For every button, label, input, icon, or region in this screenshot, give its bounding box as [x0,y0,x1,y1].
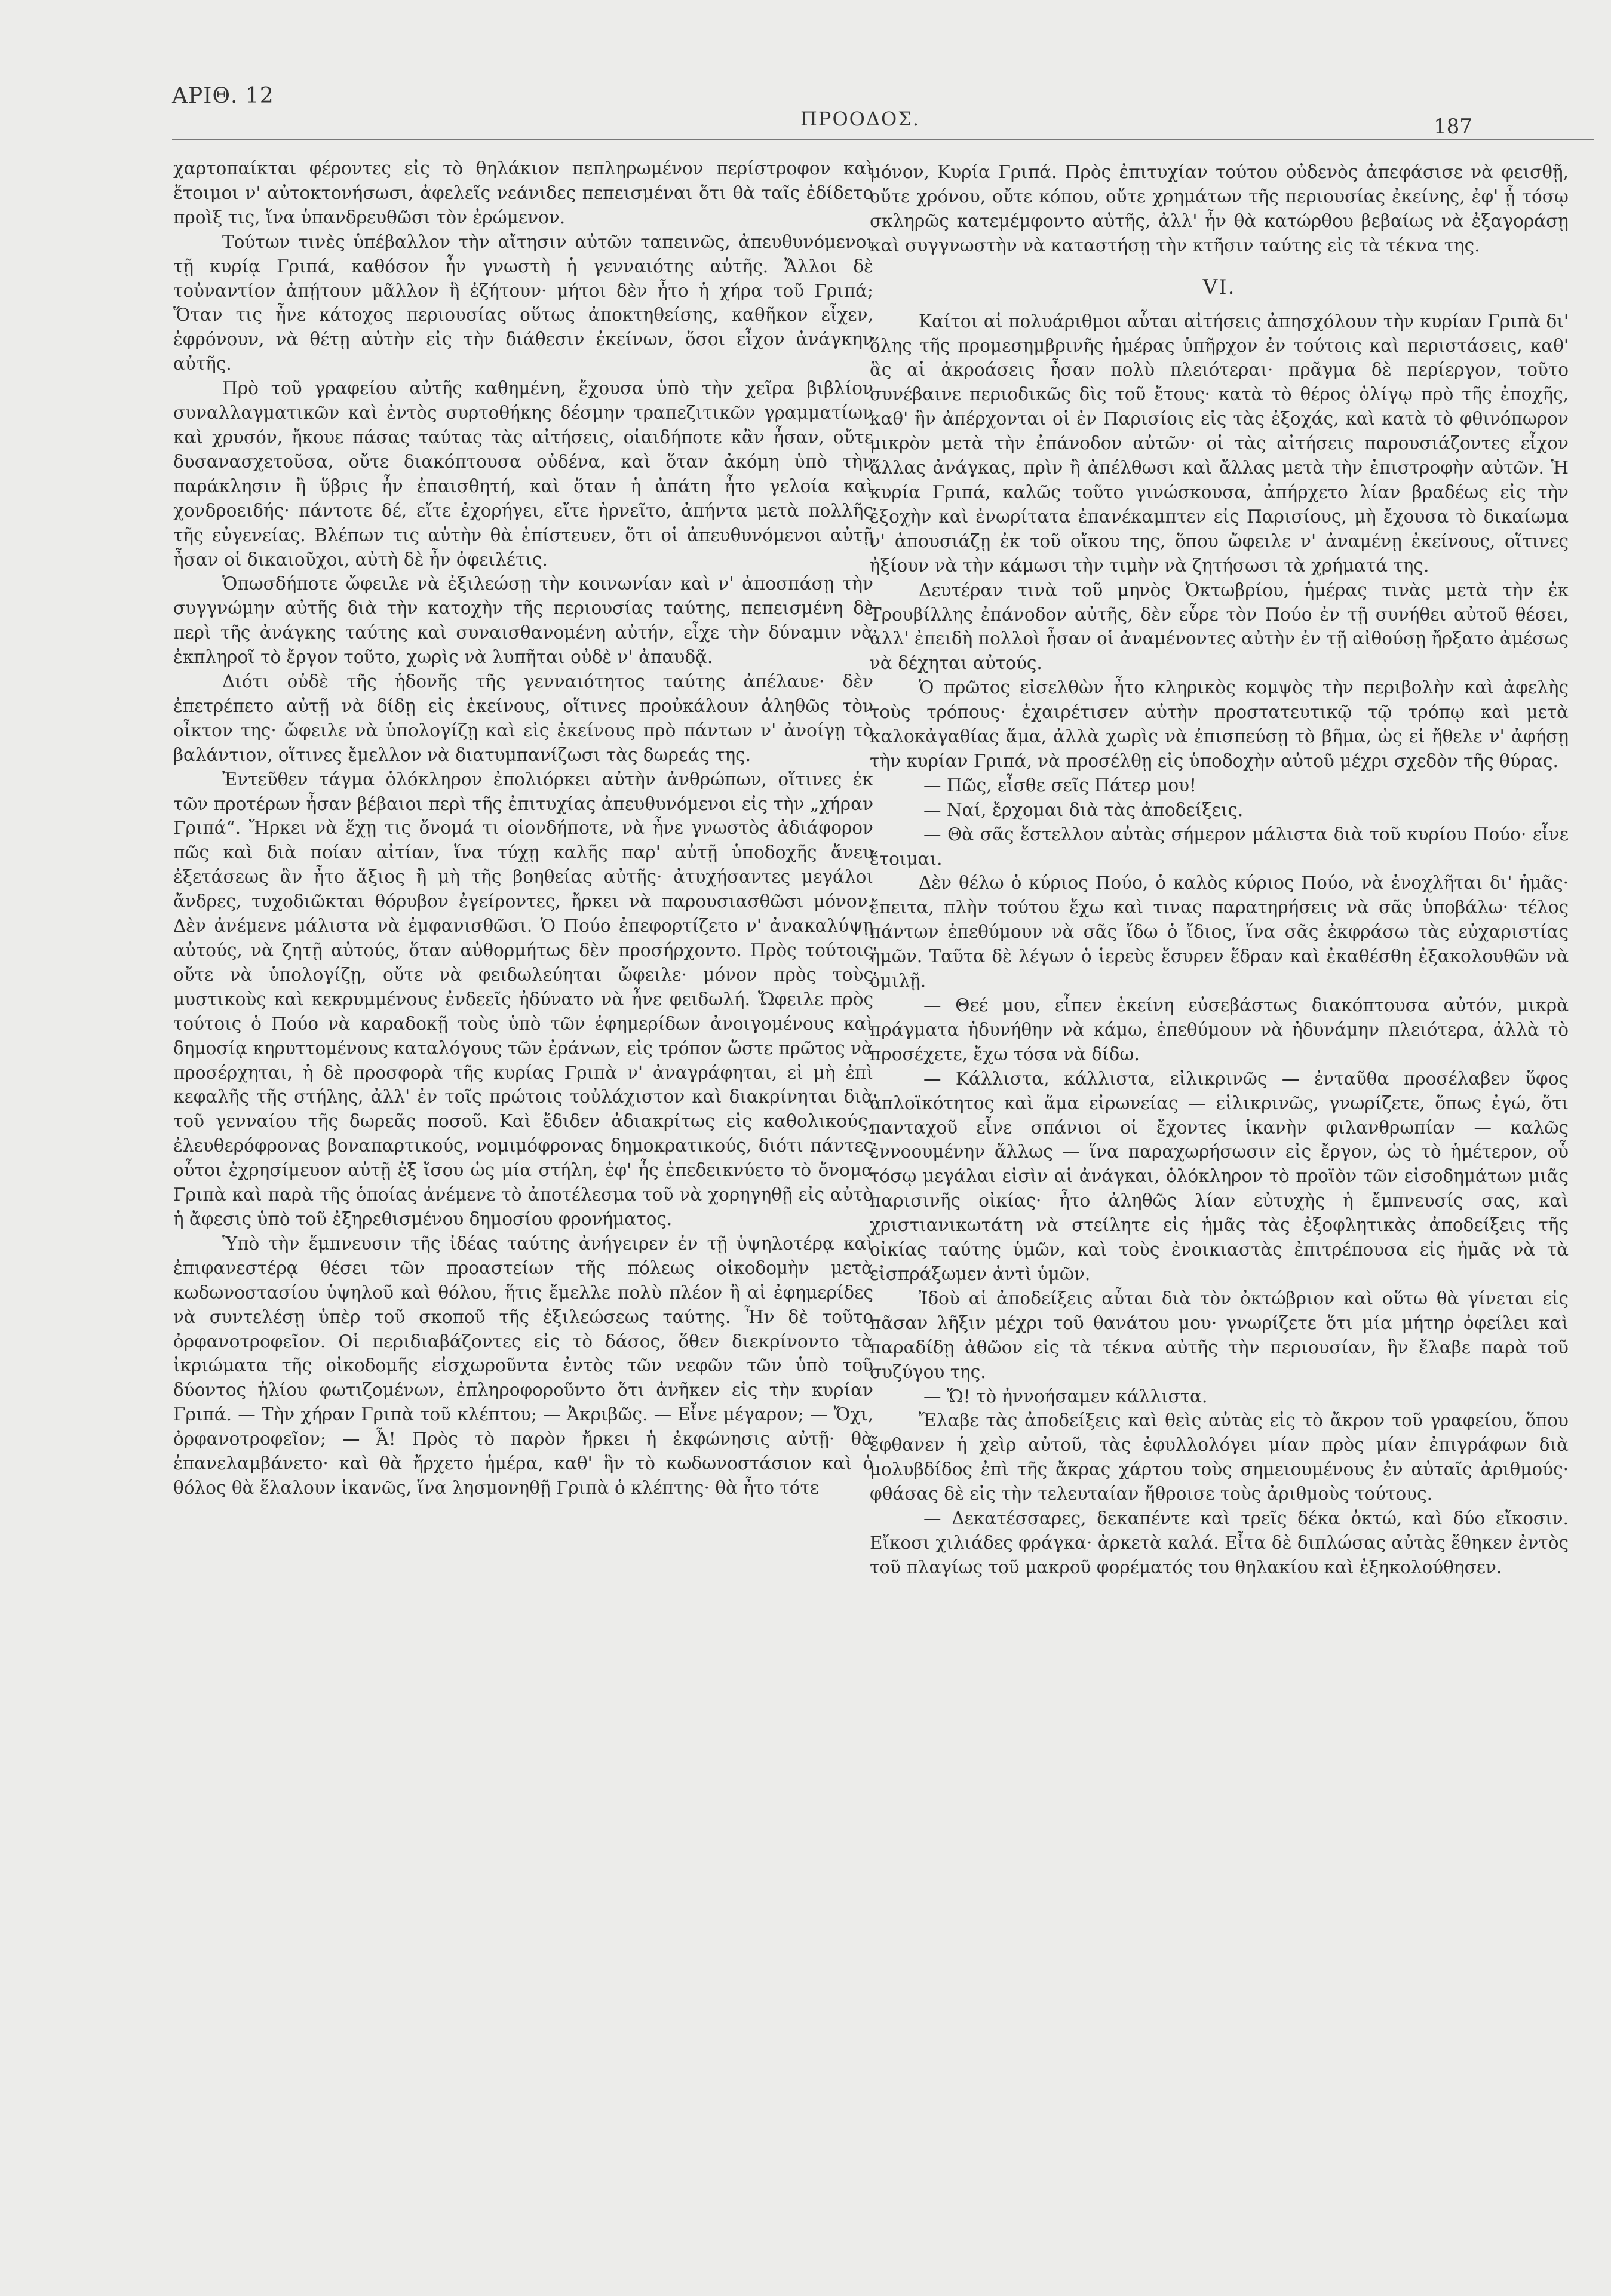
paragraph: Πρὸ τοῦ γραφείου αὐτῆς καθημένη, ἔχουσα ὑπὸ τὴν χεῖρα βιβλίον συναλλαγματικῶν καὶ ἐντὸς συρτοθήκης δέσμην τραπεζιτικῶν γραμματίων καὶ χρυσόν, ἤκουε πάσας ταύτας τὰς αἰτήσεις, οἱαιδήποτε κἂν ἦσαν, οὔτε δυσανασχετοῦσα, οὔτε διακόπτουσα οὐδένα, καὶ ὅταν ἀκόμη ὑπὸ τὴν παράκλησιν ἢ ὕβρις ἦν ἐπαισθητή, καὶ ὅταν ἡ ἀπάτη ἦτο γελοία καὶ χονδροειδής· πάντοτε δέ, εἴτε ἐχορήγει, εἴτε ἠρνεῖτο, ἀπήντα μετὰ πολλῆς τῆς εὐγενείας. Βλέπων τις αὐτὴν θὰ ἐπίστευεν, ὅτι οἱ ἀπευθυνόμενοι αὐτῇ ἦσαν οἱ δικαιοῦχοι, αὐτὴ δὲ ἦν ὀφειλέτις. [173,378,873,570]
paragraph: Ἐντεῦθεν τάγμα ὁλόκληρον ἐπολιόρκει αὐτὴν ἀνθρώπων, οἵτινες ἐκ τῶν προτέρων ἦσαν βέβαιοι περὶ τῆς ἐπιτυχίας ἀπευθυνόμενοι εἰς τὴν „χήραν Γριπά“. Ἤρκει νὰ ἔχῃ τις ὄνομά τι οἱονδήποτε, νὰ ἦνε γνωστὸς ἀδιάφορον πῶς καὶ διὰ ποίαν αἰτίαν, ἵνα τύχῃ καλῆς παρ' αὐτῇ ὑποδοχῆς ἄνευ ἐξετάσεως ἂν ἦτο ἄξιος ἢ μὴ τῆς βοηθείας αὐτῆς· ἀτυχήσαντες μεγάλοι ἄνδρες, τυχοδιῶκται θόρυβον ἐγείροντες, ἤρκει νὰ παρουσιασθῶσι μόνον. Δὲν ἀνέμενε μάλιστα νὰ ἐμφανισθῶσι. Ὁ Πούο ἐπεφορτίζετο ν' ἀνακαλύψῃ αὐτούς, νὰ ζητῇ αὐτούς, ὅταν αὐθορμήτως δὲν προσήρχοντο. Πρὸς τούτοις οὔτε νὰ ὑπολογίζῃ, οὔτε νὰ φειδωλεύηται ὤφειλε· μόνον πρὸς τοὺς μυστικοὺς καὶ κεκρυμμένους ἐνδεεῖς ἠδύνατο νὰ ἦνε φειδωλή. Ὤφειλε πρὸς τούτοις ὁ Πούο νὰ καραδοκῇ τοὺς ὑπὸ τῶν ἐφημερίδων ἀνοιγομένους καὶ δημοσίᾳ κηρυττομένους καταλόγους τῶν ἐράνων, εἰς τρόπον ὥστε πρῶτος νὰ προσέρχηται, ἡ δὲ προσφορὰ τῆς κυρίας Γριπὰ ν' ἀναγράφηται, εἰ μὴ ἐπὶ κεφαλῆς τῆς στήλης, ἀλλ' ἐν τοῖς πρώτοις τοὐλάχιστον καὶ διακρίνηται διὰ τοῦ γενναίου τῆς δωρεᾶς ποσοῦ. Καὶ ἔδιδεν ἀδιακρίτως εἰς καθολικούς, ἐλευθερόφρονας βοναπαρτικούς, νομιμόφρονας δημοκρατικούς, διότι πάντες οὗτοι ἐχρησίμευον αὐτῇ ἐξ ἴσου ὡς μία στήλη, ἐφ' ἧς ἐπεδεικνύετο τὸ ὄνομα Γριπὰ καὶ παρὰ τῆς ὁποίας ἀνέμενε τὸ ἀποτέλεσμα τοῦ νὰ χορηγηθῇ εἰς αὐτὸ ἡ ἄφεσις ὑπὸ τοῦ ἐξηρεθισμένου δημοσίου φρονήματος. [173,769,873,1229]
left-column [173,156,873,1500]
paragraph: Ἔλαβε τὰς ἀποδείξεις καὶ θεὶς αὐτὰς εἰς τὸ ἄκρον τοῦ γραφείου, ὅπου ἔφθανεν ἡ χεὶρ αὐτοῦ, τὰς ἐφυλλολόγει μίαν πρὸς μίαν ἐπιγράφων διὰ μολυβδίδος ἐπὶ τῆς ἄκρας χάρτου τοὺς σημειουμένους ἐν αὐταῖς ἀριθμούς· φθάσας δὲ εἰς τὴν τελευταίαν ἤθροισε τοὺς ἀριθμοὺς τούτους. [870,1410,1569,1505]
section-number: VI. [1202,275,1236,299]
paragraph: Τούτων τινὲς ὑπέβαλλον τὴν αἴτησιν αὐτῶν ταπεινῶς, ἀπευθυνόμενοι τῇ κυρίᾳ Γριπά, καθόσον ἦν γνωστὴ ἡ γενναιότης αὐτῆς. Ἄλλοι δὲ τοὐναντίον ἀπῄτουν μᾶλλον ἢ ἐζήτουν· μήτοι δὲν ἦτο ἡ χήρα τοῦ Γριπά; Ὅταν τις ἦνε κάτοχος περιουσίας οὕτως ἀποκτηθείσης, καθῆκον εἶχεν, ἐφρόνουν, νὰ θέτῃ αὐτὴν εἰς τὴν διάθεσιν ἐκείνων, ὅσοι εἶχον ἀνάγκην αὐτῆς. [173,231,873,375]
dialogue-line: — Θεέ μου, εἶπεν ἐκείνη εὐσεβάστως διακόπτουσα αὐτόν, μικρὰ πράγματα ἠδυνήθην νὰ κάμω, ἐπεθύμουν νὰ ἠδυνάμην πλειότερα, ἀλλὰ τὸ προσέχετε, ἔχω τόσα νὰ δίδω. [870,995,1569,1064]
right-paragraphs [870,309,1569,1580]
paragraph: Δὲν θέλω ὁ κύριος Πούο, ὁ καλὸς κύριος Πούο, νὰ ἐνοχλῆται δι' ἡμᾶς· ἔπειτα, πλὴν τούτου ἔχω καὶ τινας παρατηρήσεις νὰ σᾶς ὑποβάλω· τέλος πάντων ἐπεθύμουν νὰ σᾶς ἴδω ὁ ἴδιος, ἵνα σᾶς ἐκφράσω τὰς εὐχαριστίας ἡμῶν. Ταῦτα δὲ λέγων ὁ ἱερεὺς ἔσυρεν ἕδραν καὶ ἐκαθέσθη ἐξακολουθῶν νὰ ὁμιλῇ. [870,873,1569,992]
issue-number: ΑΡΙΘ. 12 [172,84,274,108]
page-number: 187 [1434,115,1472,139]
dialogue-line: — Ὤ! τὸ ἠννοήσαμεν κάλλιστα. [923,1386,1208,1407]
paragraph: Δευτέραν τινὰ τοῦ μηνὸς Ὀκτωβρίου, ἡμέρας τινὰς μετὰ τὴν ἐκ Τρουβίλλης ἐπάνοδον αὐτῆς, δὲν εὗρε τὸν Πούο ἐν τῇ συνήθει αὐτοῦ θέσει, ἀλλ' ἐπειδὴ πολλοὶ ἦσαν οἱ ἀναμένοντες αὐτὴν ἐν τῇ αἰθούσῃ ἤρξατο ἀμέσως νὰ δέχηται αὐτούς. [870,579,1569,674]
right-column [870,160,1569,1580]
paragraph: Ἰδοὺ αἱ ἀποδείξεις αὗται διὰ τὸν ὀκτώβριον καὶ οὕτω θὰ γίνεται εἰς πᾶσαν λῆξιν μέχρι τοῦ θανάτου μου· γνωρίζετε ὅτι μία μήτηρ ὀφείλει καὶ παραδίδῃ ἀθῶον εἰς τὰ τέκνα αὐτῆς τὴν περιουσίαν, ἣν ἔλαβε παρὰ τοῦ συζύγου της. [870,1288,1569,1382]
journal-title: ΠΡΟΟΔΟΣ. [800,108,920,130]
dialogue-line: — Δεκατέσσαρες, δεκαπέντε καὶ τρεῖς δέκα ὀκτώ, καὶ δύο εἴκοσιν. Εἴκοσι χιλιάδες φράγκα· ἀρκετὰ καλά. Εἶτα δὲ διπλώσας αὐτὰς ἔθηκεν ἐντὸς τοῦ πλαγίως τοῦ μακροῦ φορέματός του θηλακίου καὶ ἐξηκολούθησεν. [870,1508,1569,1577]
dialogue-line: — Πῶς, εἶσθε σεῖς Πάτερ μου! [923,775,1196,796]
header-rule [172,139,1594,140]
dialogue-line: — Κάλλιστα, κάλλιστα, εἰλικρινῶς — ἐνταῦθα προσέλαβεν ὕφος ἁπλοϊκότητος καὶ ἅμα εἰρωνείας — εἰλικρινῶς, γνωρίζετε, ὅπως ἐγώ, ὅτι πανταχοῦ εἶνε σπάνιοι οἱ ἔχοντες ἱκανὴν φιλανθρωπίαν — καλῶς ἐννοουμένην ἄλλως — ἵνα παραχωρήσωσιν εἰς ἔργον, ὡς τὸ ἡμέτερον, οὗ τόσῳ μεγάλαι εἰσὶν αἱ ἀνάγκαι, ὁλόκληρον τὸ προϊὸν τῶν εἰσοδημάτων μιᾶς παρισινῆς οἰκίας· ἦτο ἀληθῶς λίαν εὐτυχὴς ἡ ἔμπνευσίς σας, καὶ χριστιανικωτάτη νὰ στείλητε εἰς ἡμᾶς τὰς ἐξοφλητικὰς ἀποδείξεις τῆς οἰκίας ταύτης ὑμῶν, καὶ τοὺς ἐνοικιαστὰς ἐπιτρέπουσα εἰς ἡμᾶς νὰ τὰ εἰσπράξωμεν ἀντὶ ὑμῶν. [870,1068,1569,1284]
paragraph: Διότι οὐδὲ τῆς ἡδονῆς τῆς γενναιότητος ταύτης ἀπέλαυε· δὲν ἐπετρέπετο αὐτῇ νὰ δίδῃ εἰς ἐκείνους, οἵτινες προὐκάλουν ἀληθῶς τὸν οἶκτον της· ὤφειλε νὰ ὑπολογίζῃ καὶ εἰς ἐκείνους πρὸ πάντων ν' ἀνοίγῃ τὸ βαλάντιον, οἵτινες ἔμελλον νὰ διατυμπανίζωσι τὰς δωρεάς της. [173,671,873,765]
paragraph: Καίτοι αἱ πολυάριθμοι αὗται αἰτήσεις ἀπησχόλουν τὴν κυρίαν Γριπὰ δι' ὅλης τῆς προμεσημβρινῆς ἡμέρας ὑπῆρχον ἐν τούτοις καὶ περιστάσεις, καθ' ἃς αἱ ἀκροάσεις ἦσαν πολὺ πλειότεραι· πρᾶγμα δὲ περίεργον, τοῦτο συνέβαινε περιοδικῶς δὶς τοῦ ἔτους· κατὰ τὸ θέρος ὀλίγῳ πρὸ τῆς ἐποχῆς, καθ' ἣν ἀπέρχονται οἱ ἐν Παρισίοις εἰς τὰς ἐξοχάς, καὶ κατὰ τὸ φθινόπωρον μικρὸν μετὰ τὴν ἐπάνοδον αὐτῶν· οἱ τὰς αἰτήσεις παρουσιάζοντες εἶχον ἄλλας ἀνάγκας, πρὶν ἢ ἀπέλθωσι καὶ ἄλλας μετὰ τὴν ἐπιστροφὴν αὐτῶν. Ἡ κυρία Γριπά, καλῶς τοῦτο γινώσκουσα, ἀπήρχετο λίαν βραδέως εἰς τὴν ἐξοχὴν καὶ ἐνωρίτατα ἐπανέκαμπτεν εἰς Παρισίους, μὴ ἔχουσα τὸ δικαίωμα ν' ἀπουσιάζῃ ἐκ τοῦ οἴκου της, ὅπου ὤφειλε ν' ἀναμένῃ ἐκείνους, οἵτινες ἠξίουν νὰ τὴν κάμωσι τὴν τιμὴν νὰ ζητήσωσι τὰ χρήματά της. [870,311,1569,576]
dialogue-line: — Ναί, ἔρχομαι διὰ τὰς ἀποδείξεις. [923,799,1244,820]
paragraph: χαρτοπαίκται φέροντες εἰς τὸ θηλάκιον πεπληρωμένον περίστροφον καὶ ἕτοιμοι ν' αὐτοκτονήσωσι, ἀφελεῖς νεάνιδες πεπεισμέναι ὅτι θὰ ταῖς ἐδίδετο προὶξ τις, ἵνα ὑπανδρευθῶσι τὸν ἐρώμενον. [173,158,873,228]
paragraph: Ὁ πρῶτος εἰσελθὼν ἦτο κληρικὸς κομψὸς τὴν περιβολὴν καὶ ἀφελὴς τοὺς τρόπους· ἐχαιρέτισεν αὐτὴν προστατευτικῷ τῷ τρόπῳ καὶ μετὰ καλοκἀγαθίας ἅμα, ἀλλὰ χωρὶς νὰ ἐπισπεύσῃ τὸ βῆμα, ὡς εἰ ἤθελε ν' ἀφήσῃ τὴν κυρίαν Γριπά, νὰ προσέλθῃ εἰς ὑποδοχὴν αὐτοῦ μέχρι σχεδὸν τῆς θύρας. [870,677,1569,771]
paragraph: Ὑπὸ τὴν ἔμπνευσιν τῆς ἰδέας ταύτης ἀνήγειρεν ἐν τῇ ὑψηλοτέρᾳ καὶ ἐπιφανεστέρᾳ θέσει τῶν προαστείων τῆς πόλεως οἰκοδομὴν μετὰ κωδωνοστασίου ὑψηλοῦ καὶ θόλου, ἥτις ἔμελλε πολὺ πλέον ἢ αἱ ἐφημερίδες νὰ συντελέσῃ ὑπὲρ τοῦ σκοποῦ τῆς ἐξιλεώσεως ταύτης. Ἦν δὲ τοῦτο ὀρφανοτροφεῖον. Οἱ περιδιαβάζοντες εἰς τὸ δάσος, ὅθεν διεκρίνοντο τὰ ἰκριώματα τῆς οἰκοδομῆς εἰσχωροῦντα ἐντὸς τῶν νεφῶν τῶν ὑπὸ τοῦ δύοντος ἡλίου φωτιζομένων, ἐπληροφοροῦντο ὅτι ἀνῆκεν εἰς τὴν κυρίαν Γριπά. — Τὴν χήραν Γριπὰ τοῦ κλέπτου; — Ἀκριβῶς. — Εἶνε μέγαρον; — Ὄχι, ὀρφανοτροφεῖον; — Ἆ! Πρὸς τὸ παρὸν ἤρκει ἡ ἐκφώνησις αὐτῇ· θὰ ἐπανελαμβάνετο· καὶ θὰ ἤρχετο ἡμέρα, καθ' ἣν τὸ κωδωνοστάσιον καὶ ὁ θόλος θὰ ἔλαλουν ἱκανῶς, ἵνα λησμονηθῇ Γριπὰ ὁ κλέπτης· θὰ ἦτο τότε [173,1233,873,1498]
paragraph: Ὁπωσδήποτε ὤφειλε νὰ ἐξιλεώσῃ τὴν κοινωνίαν καὶ ν' ἀποσπάσῃ τὴν συγγνώμην αὐτῆς διὰ τὴν κατοχὴν τῆς περιουσίας ταύτης, πεπεισμένη δὲ περὶ τῆς ἀνάγκης ταύτης καὶ συναισθανομένη αὐτήν, εἶχε τὴν δύναμιν νὰ ἐκπληροῖ τὸ ἔργον τοῦτο, χωρὶς νὰ λυπῆται οὐδὲ ν' ἀπαυδᾷ. [173,573,873,668]
paragraph: μόνον, Κυρία Γριπά. Πρὸς ἐπιτυχίαν τούτου οὐδενὸς ἀπεφάσισε νὰ φεισθῇ, οὔτε χρόνου, οὔτε κόπου, οὔτε χρημάτων τῆς περιουσίας ἐκείνης, ἐφ' ᾗ τόσῳ σκληρῶς κατεμέμφοντο αὐτῆς, ἀλλ' ἦν θὰ κατώρθου βεβαίως νὰ ἐξαγοράσῃ καὶ συγγνωστὴν νὰ καταστήσῃ τὴν κτῆσιν ταύτης εἰς τὰ τέκνα της. [870,162,1569,256]
dialogue-line: — Θὰ σᾶς ἔστελλον αὐτὰς σήμερον μάλιστα διὰ τοῦ κυρίου Πούο· εἶνε ἕτοιμαι. [870,824,1569,869]
